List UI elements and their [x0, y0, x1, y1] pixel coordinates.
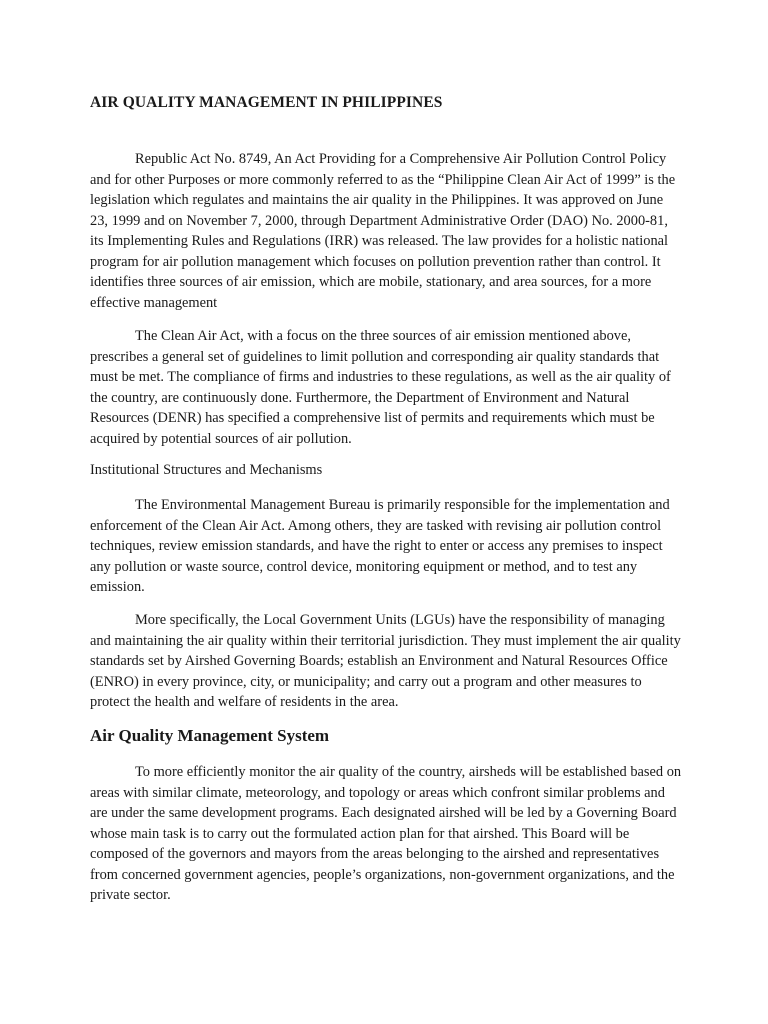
heading-air-quality-management-system: Air Quality Management System	[90, 726, 330, 745]
paragraph-clean-air-act-intro: Republic Act No. 8749, An Act Providing for a Comprehensive Air Pollution Control Policy and for other Purposes or more commonly referred to as the “Philippine Clean Air Act of 1999” is the legislation which regulates and maintains the air quality in the Philippines. It was approved on June 23, 1999 and on November 7, 2000, through Department Administrative Order (DAO) No. 2000-81, its Implementing Rules and Regulations (IRR) was released. The law provides for a holistic national program for air pollution management which focuses on pollution prevention rather than control. It identifies three sources of air emission, which are mobile, stationary, and area sources, for a more effective management	[90, 151, 676, 311]
document-title: AIR QUALITY MANAGEMENT IN PHILIPPINES	[90, 94, 443, 111]
subheading-institutional-structures: Institutional Structures and Mechanisms	[90, 462, 323, 478]
paragraph-lgu-responsibilities: More specifically, the Local Government Units (LGUs) have the responsibility of managing and maintaining the air quality within their territorial jurisdiction. They must implement the air quality standards set by Airshed Governing Boards; establish an Environment and Natural Resources Office (ENRO) in every province, city, or municipality; and carry out a program and other measures to protect the health and welfare of residents in the area.	[90, 612, 681, 710]
paragraph-emb-responsibilities: The Environmental Management Bureau is primarily responsible for the implementation and enforcement of the Clean Air Act. Among others, they are tasked with revising air pollution control techniques, review emission standards, and have the right to enter or access any premises to inspect any pollution or waste source, control device, monitoring equipment or method, and to test any emission.	[90, 497, 670, 595]
paragraph-clean-air-act-guidelines: The Clean Air Act, with a focus on the three sources of air emission mentioned above, prescribes a general set of guidelines to limit pollution and corresponding air quality standards that must be met. The compliance of firms and industries to these regulations, as well as the air quality of the country, are continuously done. Furthermore, the Department of Environment and Natural Resources (DENR) has specified a comprehensive list of permits and requirements which must be acquired by potential sources of air pollution.	[90, 328, 671, 447]
paragraph-airsheds: To more efficiently monitor the air quality of the country, airsheds will be established based on areas with similar climate, meteorology, and topology or areas which confront similar problems and are under the same development programs. Each designated airshed will be led by a Governing Board whose main task is to carry out the formulated action plan for that airshed. This Board will be composed of the governors and mayors from the areas belonging to the airshed and representatives from concerned government agencies, people’s organizations, non-government organizations, and the private sector.	[90, 764, 682, 903]
